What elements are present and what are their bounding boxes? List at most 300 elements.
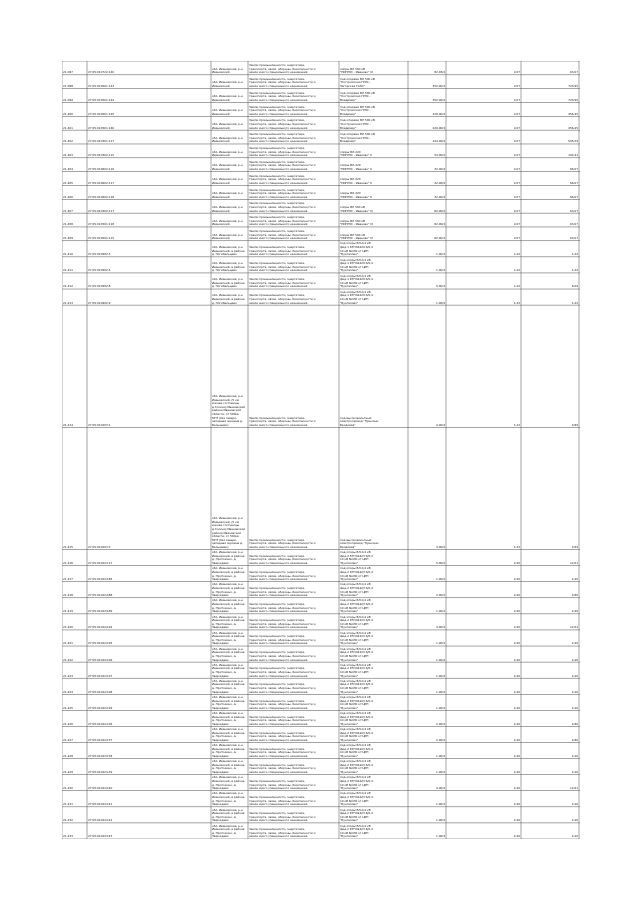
table-row xyxy=(62,427,580,549)
area-cell: 82,00/4 xyxy=(434,209,445,213)
row-id-cell: 21-421 xyxy=(63,642,73,646)
land-category-cell: Земли промышленности, энергетики, транспорта, связи, обороны, безопасности и земли иного специального назначения xyxy=(249,188,316,199)
row-id-cell: 21-406 xyxy=(63,195,73,199)
rate-cell: 2,40 xyxy=(513,771,520,775)
land-category-cell: Земли промышленности, энергетики, транспорта, связи, обороны, безопасности и земли иного специального назначения xyxy=(249,64,316,75)
rate-cell: 2,40 xyxy=(513,690,520,694)
area-cell: 1,00/4 xyxy=(436,610,445,614)
amount-cell: 63,07 xyxy=(569,71,578,75)
purpose-cell: опоры ВЛ-220 "НИГРЭС - Иваново" II xyxy=(340,178,372,185)
area-cell: 1,00/4 xyxy=(436,706,445,710)
amount-cell: 505,59 xyxy=(568,140,578,144)
land-category-cell: Земли промышленности, энергетики, транспорта, связи, обороны, безопасности и земли иного специального назначения xyxy=(249,246,316,257)
table-row xyxy=(62,614,580,630)
cadastral-number-cell: 27:05:010224:40 xyxy=(88,787,113,791)
cadastral-number-cell: 27:05:010224:89 xyxy=(88,610,113,614)
row-id-cell: 21-401 xyxy=(63,126,73,130)
area-cell: 2,00/4 xyxy=(436,722,445,726)
cadastral-number-cell: 27:05:010224:94 xyxy=(88,626,113,630)
land-category-cell: Земли промышленности, энергетики, транспорта, связи, обороны, безопасности и земли иного специального назначения xyxy=(249,570,316,582)
address-cell: обл. Ивановская, р-н Ивановский xyxy=(212,136,243,144)
cadastral-number-cell: 27:05:010224:98 xyxy=(88,690,113,694)
rate-cell: 2,07 xyxy=(513,223,520,227)
address-cell: обл. Ивановская, р-н Ивановский, в районе д. Притокино, д. Зверждево xyxy=(212,663,245,678)
row-id-cell: 21-413 xyxy=(63,301,73,305)
amount-cell: 2,40 xyxy=(571,706,578,710)
rate-cell: 2,40 xyxy=(513,787,520,791)
purpose-cell: под опоры ВЛ-0,4 кВ фид.2 КТП №423 6/0,4 10 кВ №430 от ЦРП "Бунгалово" xyxy=(340,744,373,758)
address-cell: обл. Ивановская, р-н Ивановский xyxy=(212,233,243,241)
amount-cell: 4,80 xyxy=(571,594,578,598)
amount-cell: 12,01 xyxy=(569,787,578,791)
address-cell: обл. Ивановская, р-н Ивановский, в районе д. Притокино, д. Зверждево xyxy=(212,567,245,582)
row-id-cell: 21-408 xyxy=(63,223,73,227)
table-row xyxy=(62,199,580,213)
cadastral-number-cell: 27:05:010902:4 xyxy=(88,269,111,273)
land-category-cell: Земли промышленности, энергетики, транспорта, связи, обороны, безопасности и земли иного специального назначения xyxy=(249,731,316,742)
address-cell: обл. Ивановская, р-н Ивановский, в районе д. Притокино, д. Зверждево xyxy=(212,792,245,807)
area-cell: 1,00/4 xyxy=(436,658,445,662)
table-row xyxy=(62,130,580,144)
cadastral-number-cell: 27:05:010224:37 xyxy=(88,738,113,742)
address-cell: обл. Ивановская, р-н Ивановский, в районе д. Погибельцево xyxy=(212,294,245,305)
rate-cell: 2,40 xyxy=(513,819,520,823)
purpose-cell: под опоры ВЛ-0,4 кВ фид.2 КТП №423 6/0,4 10 кВ №430 от ЦРП "Бунгалово" xyxy=(340,824,373,839)
area-cell: 5,00/4 xyxy=(436,562,445,566)
area-cell: 1,00/4 xyxy=(436,690,445,694)
rate-cell: 1,22 xyxy=(513,269,520,273)
cadastral-number-cell: 27:05:010224:41 xyxy=(88,803,113,807)
land-category-cell: Земли промышленности, энергетики, транспорта, связи, обороны, безопасности и земли иного специального назначения xyxy=(249,77,316,89)
cadastral-number-cell: 27:05:010224:88 xyxy=(88,594,113,598)
rate-cell: 2,40 xyxy=(513,706,520,710)
rate-cell: 2,07 xyxy=(513,85,520,89)
area-cell: 1,00/4 xyxy=(436,803,445,807)
rate-cell: 2,07 xyxy=(513,112,520,116)
address-cell: обл. Ивановская, р-н Ивановский, в районе д. Притокино, д. Зверждево xyxy=(212,551,245,566)
table-row xyxy=(62,116,580,130)
cadastral-number-cell: 27:05:010224:42 xyxy=(88,819,113,823)
land-category-cell: Земли промышленности, энергетики, транспорта, связи, обороны, безопасности и земли иного специального назначения xyxy=(249,619,316,630)
table-row xyxy=(62,257,580,273)
purpose-cell: под опорами ВЛ 500 кВ "Костромская ГРЭС - Загорская ГАЭС" xyxy=(340,77,375,89)
table-row xyxy=(62,75,580,89)
address-cell: обл. Ивановская, р-н Ивановский, в районе д. Притокино, д. Зверждево xyxy=(212,679,245,694)
area-cell: 2,00/4 xyxy=(436,594,445,598)
land-category-cell: Земли промышленности, энергетики, транспорта, связи, обороны, безопасности и земли иного специального назначения xyxy=(249,812,316,823)
address-cell: обл. Ивановская, р-н Ивановский, в районе д. Притокино, д. Зверждево xyxy=(212,615,245,630)
land-category-cell: Земли промышленности, энергетики, транспорта, связи, обороны, безопасности и земли иного специального назначения xyxy=(249,262,316,273)
table-row xyxy=(62,759,580,775)
area-cell: 1,00/4 xyxy=(436,253,445,257)
amount-cell: 66,07 xyxy=(569,195,578,199)
row-id-cell: 21-432 xyxy=(63,819,73,823)
rate-cell: 2,07 xyxy=(513,126,520,130)
table-row xyxy=(62,158,580,172)
purpose-cell: под опоры ВЛ-0,4 кВ фид.2 КТП №423 6/0,4 10 кВ №430 от ЦРП "Бунгалово" xyxy=(340,792,373,807)
purpose-cell: под опоры ВЛ-0,4 кВ фид.2 КТП №423 6/0,4 10 кВ №430 от ЦРП "Бунгалово" xyxy=(340,695,373,710)
rate-cell: 2,40 xyxy=(513,578,520,582)
purpose-cell: опоры ВЛ-220 "НИГРЭС - Иваново" II xyxy=(340,164,372,172)
cadastral-number-cell: 27:05:010602:117 xyxy=(88,181,115,185)
rate-cell: 2,07 xyxy=(513,71,520,75)
purpose-cell: под опоры ВЛ-0,4 кВ фид.2 КТП №423 6/0,4 10 кВ №430 от ЦРП "Бунгалово" xyxy=(340,631,373,646)
land-category-cell: Земли промышленности, энергетики, транспорта, связи, обороны, безопасности и земли иного специального назначения xyxy=(249,651,316,662)
rate-cell: 2,40 xyxy=(513,594,520,598)
area-cell: 4,00/4 xyxy=(436,626,445,630)
row-id-cell: 21-423 xyxy=(63,674,73,678)
table-row xyxy=(62,598,580,614)
cadastral-number-cell: 27:05:010501:146 xyxy=(88,126,115,130)
amount-cell: 12,01 xyxy=(569,626,578,630)
address-cell: обл. Ивановская, р-н Ивановский, в районе д. Притокино, д. Зверждево xyxy=(212,583,245,598)
table-row xyxy=(62,694,580,710)
amount-cell: 4,89 xyxy=(571,423,578,427)
purpose-cell: под опоры ВЛ-0,4 кВ фид.2 КТП №423 6/0,4 10 кВ №430 от ЦРП "Бунгалово" xyxy=(340,615,373,630)
row-id-cell: 21-431 xyxy=(63,803,73,807)
row-id-cell: 21-098 xyxy=(63,85,73,89)
rate-cell: 2,07 xyxy=(513,209,520,213)
area-cell: 82,00/4 xyxy=(434,223,445,227)
amount-cell: 66,07 xyxy=(569,181,578,185)
row-id-cell: 21-099 xyxy=(63,98,73,102)
rate-cell: 2,40 xyxy=(513,610,520,614)
purpose-cell: под опорами ВЛ 500 кВ "Костромская ГРЭС - Владимир" xyxy=(340,91,375,102)
spreadsheet-page xyxy=(62,61,580,839)
rate-cell: 2,40 xyxy=(513,835,520,839)
land-category-cell: Земли промышленности, энергетики, транспорта, связи, обороны, безопасности и земли иного специального назначения xyxy=(249,538,316,549)
table-row xyxy=(62,566,580,582)
area-cell: 4,00/4 xyxy=(436,545,445,549)
address-cell: обл. Ивановская, р-н Ивановский, в районе д. Притокино, д. Зверждево xyxy=(212,808,245,823)
area-cell: 4,00/4 xyxy=(436,787,445,791)
address-cell: обл. Ивановская, р-н Ивановский, в районе д. Притокино, д. Зверждево xyxy=(212,776,245,791)
land-category-cell: Земли промышленности, энергетики, транспорта, связи, обороны, безопасности и земли иного специального назначения xyxy=(249,294,316,305)
land-category-cell: Земли промышленности, энергетики, транспорта, связи, обороны, безопасности и земли иного специального назначения xyxy=(249,683,316,694)
row-id-cell: 21-418 xyxy=(63,594,73,598)
row-id-cell: 21-411 xyxy=(63,269,73,273)
area-cell: 352,00/4 xyxy=(432,98,445,102)
row-id-cell: 21-422 xyxy=(63,658,73,662)
cadastral-number-cell: 27:05:010602:118 xyxy=(88,195,115,199)
row-id-cell: 21-427 xyxy=(63,738,73,742)
cadastral-number-cell: 27:05:010224:97 xyxy=(88,674,113,678)
purpose-cell: под высоковольтный электропровод "Пушкино- Бродовая" xyxy=(340,416,380,427)
address-cell: обл. Ивановская, р-н Ивановский xyxy=(212,150,243,158)
land-category-cell: Земли промышленности, энергетики, транспорта, связи, обороны, безопасности и земли иного специального назначения xyxy=(249,603,316,614)
row-id-cell: 21-426 xyxy=(63,722,73,726)
address-cell: обл. Ивановская, р-н Ивановский, в районе д. Притокино, д. Зверждево xyxy=(212,728,245,742)
cadastral-number-cell: 27:05:010301:117 xyxy=(88,140,115,144)
rate-cell: 2,40 xyxy=(513,803,520,807)
row-id-cell: 21-407 xyxy=(63,209,73,213)
land-category-cell: Земли промышленности, энергетики, транспорта, связи, обороны, безопасности и земли иного специального назначения xyxy=(249,230,316,241)
area-cell: 1,00/4 xyxy=(436,674,445,678)
row-id-cell: 21-412 xyxy=(63,285,73,289)
purpose-cell: под опоры ВЛ-0,4 кВ фид.2 КТП №423 6/0,4 10 кВ №430 от ЦРП "Бунгалово" xyxy=(340,728,373,742)
row-id-cell: 21-402 xyxy=(63,140,73,144)
address-cell: обл. Ивановская, р-н Ивановский xyxy=(212,109,243,116)
row-id-cell: 21-403 xyxy=(63,154,73,158)
row-id-cell: 21-404 xyxy=(63,168,73,172)
purpose-cell: под опоры ВЛ-0,4 кВ фид.2 КТП №423 6/0,4 10 кВ №430 от ЦРП "Бунгалово" xyxy=(340,599,373,614)
amount-cell: 2,40 xyxy=(571,835,578,839)
address-cell: обл. Ивановская, р-н Ивановский, в районе д. Погибельцево xyxy=(212,246,245,257)
land-category-cell: Земли промышленности, энергетики, транспорта, связи, обороны, безопасности и земли иного специального назначения xyxy=(249,747,316,758)
address-cell: обл. Ивановская, р-н Ивановский xyxy=(212,219,243,227)
address-cell: обл. Ивановская, р-н Ивановский, в районе д. Притокино, д. Зверждево xyxy=(212,631,245,646)
amount-cell: 104,41 xyxy=(568,154,578,158)
cadastral-number-cell: 27:05:010602:116 xyxy=(88,168,115,172)
land-category-cell: Земли промышленности, энергетики, транспорта, связи, обороны, безопасности и земли иного специального назначения xyxy=(249,587,316,598)
row-id-cell: 21-414 xyxy=(63,423,73,427)
table-row xyxy=(62,582,580,598)
area-cell: 1,00/4 xyxy=(436,578,445,582)
row-id-cell: 21-425 xyxy=(63,706,73,710)
purpose-cell: под опоры ВЛ-0,4 кВ фид.1 КТП №429 6/0,4 10 кВ №430 от ЦРП "Бунгалово" xyxy=(340,258,373,273)
address-cell: обл. Ивановская, р-н Ивановский, в районе д. Погибельцево xyxy=(212,262,245,273)
cadastral-number-cell: 27:05:010722:140 xyxy=(88,71,115,75)
row-id-cell: 21-409 xyxy=(63,237,73,241)
address-cell: обл. Ивановская, р-н Ивановский xyxy=(212,205,243,213)
address-cell: обл. Ивановская, р-н Ивановский xyxy=(212,164,243,172)
row-id-cell: 21-428 xyxy=(63,754,73,758)
table-row xyxy=(62,213,580,227)
row-id-cell: 21-415 xyxy=(63,545,73,549)
land-category-cell: Земли промышленности, энергетики, транспорта, связи, обороны, безопасности и земли иного специального назначения xyxy=(249,779,316,791)
land-category-cell: Земли промышленности, энергетики, транспорта, связи, обороны, безопасности и земли иного специального назначения xyxy=(249,635,316,646)
table-row xyxy=(62,61,580,75)
land-category-cell: Земли промышленности, энергетики, транспорта, связи, обороны, безопасности и земли иного специального назначения xyxy=(249,147,316,158)
table-row xyxy=(62,775,580,791)
purpose-cell: опоры ВЛ 500 кВ "НИГРЭС - Иваново" III xyxy=(340,67,373,75)
row-id-cell: 21-410 xyxy=(63,253,73,257)
purpose-cell: под опоры ВЛ-0,4 кВ фид.2 КТП №423 6/0,4 10 кВ №430 от ЦРП "Бунгалово" xyxy=(340,647,373,662)
amount-cell: 2,40 xyxy=(571,771,578,775)
table-row xyxy=(62,241,580,257)
amount-cell: 63,07 xyxy=(569,209,578,213)
land-category-cell: Земли промышленности, энергетики, транспорта, связи, обороны, безопасности и земли иного специального назначения xyxy=(249,416,316,427)
purpose-cell: под опоры ВЛ-0,4 кВ фид.2 КТП №423 6/0,4 10 кВ №430 от ЦРП "Бунгалово" xyxy=(340,808,373,823)
area-cell: 32,00/4 xyxy=(434,168,445,172)
amount-cell: 720,95 xyxy=(568,85,578,89)
rate-cell: 1,22 xyxy=(513,285,520,289)
row-id-cell: 21-416 xyxy=(63,562,73,566)
row-id-cell: 21-433 xyxy=(63,835,73,839)
area-cell: 2,00/4 xyxy=(436,738,445,742)
address-cell: обл. Ивановская, р-н Ивановский xyxy=(212,95,243,102)
cadastral-number-cell: 27:05:010224:99 xyxy=(88,706,113,710)
rate-cell: 2,07 xyxy=(513,181,520,185)
table-row xyxy=(62,630,580,646)
address-cell: обл. Ивановская, р-н Ивановский, в районе д. Притокино, д. Зверждево xyxy=(212,712,245,726)
address-cell: обл. Ивановская, р-н Ивановский, в районе д. Притокино, д. Зверждево xyxy=(212,744,245,758)
purpose-cell: под опоры ВЛ-0,4 кВ фид.2 КТП №423 6/0,4 10 кВ №430 от ЦРП "Бунгалово" xyxy=(340,679,373,694)
rate-cell: 2,07 xyxy=(513,140,520,144)
amount-cell: 2,40 xyxy=(571,819,578,823)
cadastral-number-cell: 27:05:010224:17 xyxy=(88,562,113,566)
amount-cell: 63,07 xyxy=(569,223,578,227)
rate-cell: 2,07 xyxy=(513,98,520,102)
area-cell: 5,00/4 xyxy=(436,285,445,289)
table-row xyxy=(62,305,580,427)
purpose-cell: под опорами ВЛ 500 кВ "Костромская ГРЭС - Владимир" xyxy=(340,119,375,130)
area-cell: 4,00/4 xyxy=(436,423,445,427)
cadastral-number-cell: 27:05:010224:43 xyxy=(88,835,113,839)
land-category-cell: Земли промышленности, энергетики, транспорта, связи, обороны, безопасности и земли иного специального назначения xyxy=(249,667,316,678)
address-cell: обл. Ивановская, р-н Ивановский, в районе д. Притокино, д. Зверждево xyxy=(212,824,245,839)
land-category-cell: Земли промышленности, энергетики, транспорта, связи, обороны, безопасности и земли иного специального назначения xyxy=(249,105,316,116)
cadastral-number-cell: 27:05:010902:3 xyxy=(88,253,111,257)
table-row xyxy=(62,807,580,823)
rate-cell: 2,07 xyxy=(513,168,520,172)
rate-cell: 2,40 xyxy=(513,658,520,662)
row-id-cell: 21-424 xyxy=(63,690,73,694)
area-cell: 1,00/4 xyxy=(436,269,445,273)
amount-cell: 12,01 xyxy=(569,562,578,566)
table-row xyxy=(62,227,580,241)
cadastral-number-cell: 27:05:010902:9 xyxy=(88,301,111,305)
land-category-cell: Земли промышленности, энергетики, транспорта, связи, обороны, безопасности и земли иного специального назначения xyxy=(249,91,316,102)
area-cell: 220,00/4 xyxy=(432,112,445,116)
cadastral-number-cell: 27:05:010224:39 xyxy=(88,771,113,775)
address-cell: обл. Ивановская, р-н Ивановский, (5 км южнее гостиницы д.Голино) Ивановский района Ивановской области; от 500кв МГЭ (без северо- западная окраина д. Белышево) xyxy=(212,394,245,427)
cadastral-number-cell: 27:05:010224:36 xyxy=(88,722,113,726)
cadastral-number-cell: 27:05:010203:3 xyxy=(88,545,111,549)
address-cell: обл. Ивановская, р-н Ивановский xyxy=(212,192,243,199)
rate-cell: 1,22 xyxy=(513,301,520,305)
table-row xyxy=(62,144,580,158)
land-category-cell: Земли промышленности, энергетики, транспорта, связи, обороны, безопасности и земли иного специального назначения xyxy=(249,715,316,726)
row-id-cell: 21-405 xyxy=(63,181,73,185)
amount-cell: 2,40 xyxy=(571,658,578,662)
area-cell: 1,00/4 xyxy=(436,771,445,775)
amount-cell: 2,40 xyxy=(571,690,578,694)
row-id-cell: 21-429 xyxy=(63,771,73,775)
area-cell: 1,00/4 xyxy=(436,819,445,823)
address-cell: обл. Ивановская, р-н Ивановский, в районе д. Притокино, д. Зверждево xyxy=(212,695,245,710)
rate-cell: 2,40 xyxy=(513,642,520,646)
purpose-cell: опоры ВЛ 500 кВ "НИГРЭС - Иваново" III xyxy=(340,205,373,213)
row-id-cell: 21-430 xyxy=(63,787,73,791)
rate-cell: 1,22 xyxy=(513,545,520,549)
area-cell: 1,00/4 xyxy=(436,642,445,646)
table-row xyxy=(62,172,580,186)
purpose-cell: под высоковольтный электропровод "Пушкино- Бродовая" xyxy=(340,538,380,549)
table-row xyxy=(62,89,580,103)
land-category-cell: Земли промышленности, энергетики, транспорта, связи, обороны, безопасности и земли иного специального назначения xyxy=(249,828,316,839)
table-row xyxy=(62,185,580,199)
rate-cell: 2,40 xyxy=(513,674,520,678)
purpose-cell: под опоры ВЛ-0,4 кВ фид.2 КТП №423 6/0,4 10 кВ №430 от ЦРП "Бунгалово" xyxy=(340,712,373,726)
purpose-cell: опоры ВЛ-220 "НИГРЭС - Иваново" II xyxy=(340,192,372,199)
address-cell: обл. Ивановская, р-н Ивановский, в районе д. Притокино, д. Зверждево xyxy=(212,760,245,775)
cadastral-number-cell: 27:05:010224:85 xyxy=(88,578,113,582)
rate-cell: 1,22 xyxy=(513,423,520,427)
rate-cell: 2,07 xyxy=(513,195,520,199)
rate-cell: 2,07 xyxy=(513,237,520,241)
amount-cell: 1,22 xyxy=(571,301,578,305)
purpose-cell: под опоры ВЛ-0,4 кВ фид.1 КТП №429 6/0,4 10 кВ №430 от ЦРП "Бунгалово" xyxy=(340,274,373,289)
amount-cell: 1,22 xyxy=(571,253,578,257)
area-cell: 1,00/4 xyxy=(436,301,445,305)
area-cell: 54,00/4 xyxy=(434,154,445,158)
rate-cell: 2,40 xyxy=(513,626,520,630)
rate-cell: 1,22 xyxy=(513,253,520,257)
address-cell: обл. Ивановская, р-н Ивановский, (5 км южнее гостиницы д.Голино) Ивановский района Ивановской области; от 500кв МГЭ (без северо- западная окраина д. Белышево) xyxy=(212,517,245,549)
table-row xyxy=(62,550,580,566)
area-cell: 82,45/4 xyxy=(434,71,445,75)
table-row xyxy=(62,823,580,839)
purpose-cell: под опоры ВЛ-0,4 кВ фид.1 КТП №429 6/0,4 10 кВ №430 от ЦРП "Бунгалово" xyxy=(340,242,373,257)
area-cell: 220,00/4 xyxy=(432,126,445,130)
table-row xyxy=(62,791,580,807)
area-cell: 1,00/4 xyxy=(436,754,445,758)
table-row xyxy=(62,289,580,305)
table-row xyxy=(62,743,580,759)
amount-cell: 66,07 xyxy=(569,168,578,172)
cadastral-number-cell: 27:05:010501:115 xyxy=(88,237,115,241)
cadastral-number-cell: 27:05:010501:145 xyxy=(88,112,115,116)
amount-cell: 2,40 xyxy=(571,803,578,807)
address-cell: обл. Ивановская, р-н Ивановский xyxy=(212,122,243,130)
purpose-cell: под опоры ВЛ-0,4 кВ фид.2 КТП №423 6/0,4 10 кВ №430 от ЦРП "Бунгалово" xyxy=(340,551,373,566)
purpose-cell: опоры ВЛ 500 кВ "НИГРЭС - Иваново" III xyxy=(340,233,373,241)
land-category-cell: Земли промышленности, энергетики, транспорта, связи, обороны, безопасности и земли иного специального назначения xyxy=(249,202,316,213)
purpose-cell: под опоры ВЛ-0,4 кВ фид.2 КТП №423 6/0,4 10 кВ №430 от ЦРП "Бунгалово" xyxy=(340,567,373,582)
land-category-cell: Земли промышленности, энергетики, транспорта, связи, обороны, безопасности и земли иного специального назначения xyxy=(249,216,316,227)
row-id-cell: 21-419 xyxy=(63,610,73,614)
table-row xyxy=(62,662,580,678)
cadastral-number-cell: 27:05:010501:118 xyxy=(88,223,115,227)
land-category-cell: Земли промышленности, энергетики, транспорта, связи, обороны, безопасности и земли иного специального назначения xyxy=(249,160,316,172)
amount-cell: 2,40 xyxy=(571,578,578,582)
cadastral-number-cell: 27:05:010302:115 xyxy=(88,154,115,158)
cadastral-number-cell: 27:05:010902:8 xyxy=(88,285,111,289)
table-row xyxy=(62,710,580,726)
cadastral-number-cell: 27:05:010203:1 xyxy=(88,423,111,427)
amount-cell: 4,80 xyxy=(571,738,578,742)
land-category-cell: Земли промышленности, энергетики, транспорта, связи, обороны, безопасности и земли иного специального назначения xyxy=(249,763,316,775)
rate-cell: 2,40 xyxy=(513,562,520,566)
land-category-cell: Земли промышленности, энергетики, транспорта, связи, обороны, безопасности и земли иного специального назначения xyxy=(249,119,316,130)
cadastral-number-cell: 27:05:010224:38 xyxy=(88,754,113,758)
address-cell: обл. Ивановская, р-н Ивановский xyxy=(212,81,243,89)
rate-cell: 2,40 xyxy=(513,738,520,742)
area-cell: 82,00/4 xyxy=(434,237,445,241)
row-id-cell: 21-420 xyxy=(63,626,73,630)
land-category-cell: Земли промышленности, энергетики, транспорта, связи, обороны, безопасности и земли иного специального назначения xyxy=(249,174,316,185)
table-row xyxy=(62,273,580,289)
area-cell: 32,00/4 xyxy=(434,181,445,185)
amount-cell: 456,45 xyxy=(568,126,578,130)
amount-cell: 1,22 xyxy=(571,269,578,273)
area-cell: 32,00/4 xyxy=(434,195,445,199)
amount-cell: 456,45 xyxy=(568,112,578,116)
rate-cell: 2,40 xyxy=(513,722,520,726)
area-cell: 352,00/4 xyxy=(432,85,445,89)
area-cell: 1,00/4 xyxy=(436,835,445,839)
amount-cell: 63,07 xyxy=(569,237,578,241)
amount-cell: 2,40 xyxy=(571,610,578,614)
land-category-cell: Земли промышленности, энергетики, транспорта, связи, обороны, безопасности и земли иного специального назначения xyxy=(249,699,316,710)
rate-cell: 2,07 xyxy=(513,154,520,158)
row-id-cell: 21-097 xyxy=(63,71,73,75)
purpose-cell: опоры ВЛ 500 кВ "НИГРЭС - Иваново" III xyxy=(340,219,373,227)
rate-cell: 2,40 xyxy=(513,754,520,758)
amount-cell: 4,80 xyxy=(571,722,578,726)
land-category-cell: Земли промышленности, энергетики, транспорта, связи, обороны, безопасности и земли иного специального назначения xyxy=(249,796,316,807)
